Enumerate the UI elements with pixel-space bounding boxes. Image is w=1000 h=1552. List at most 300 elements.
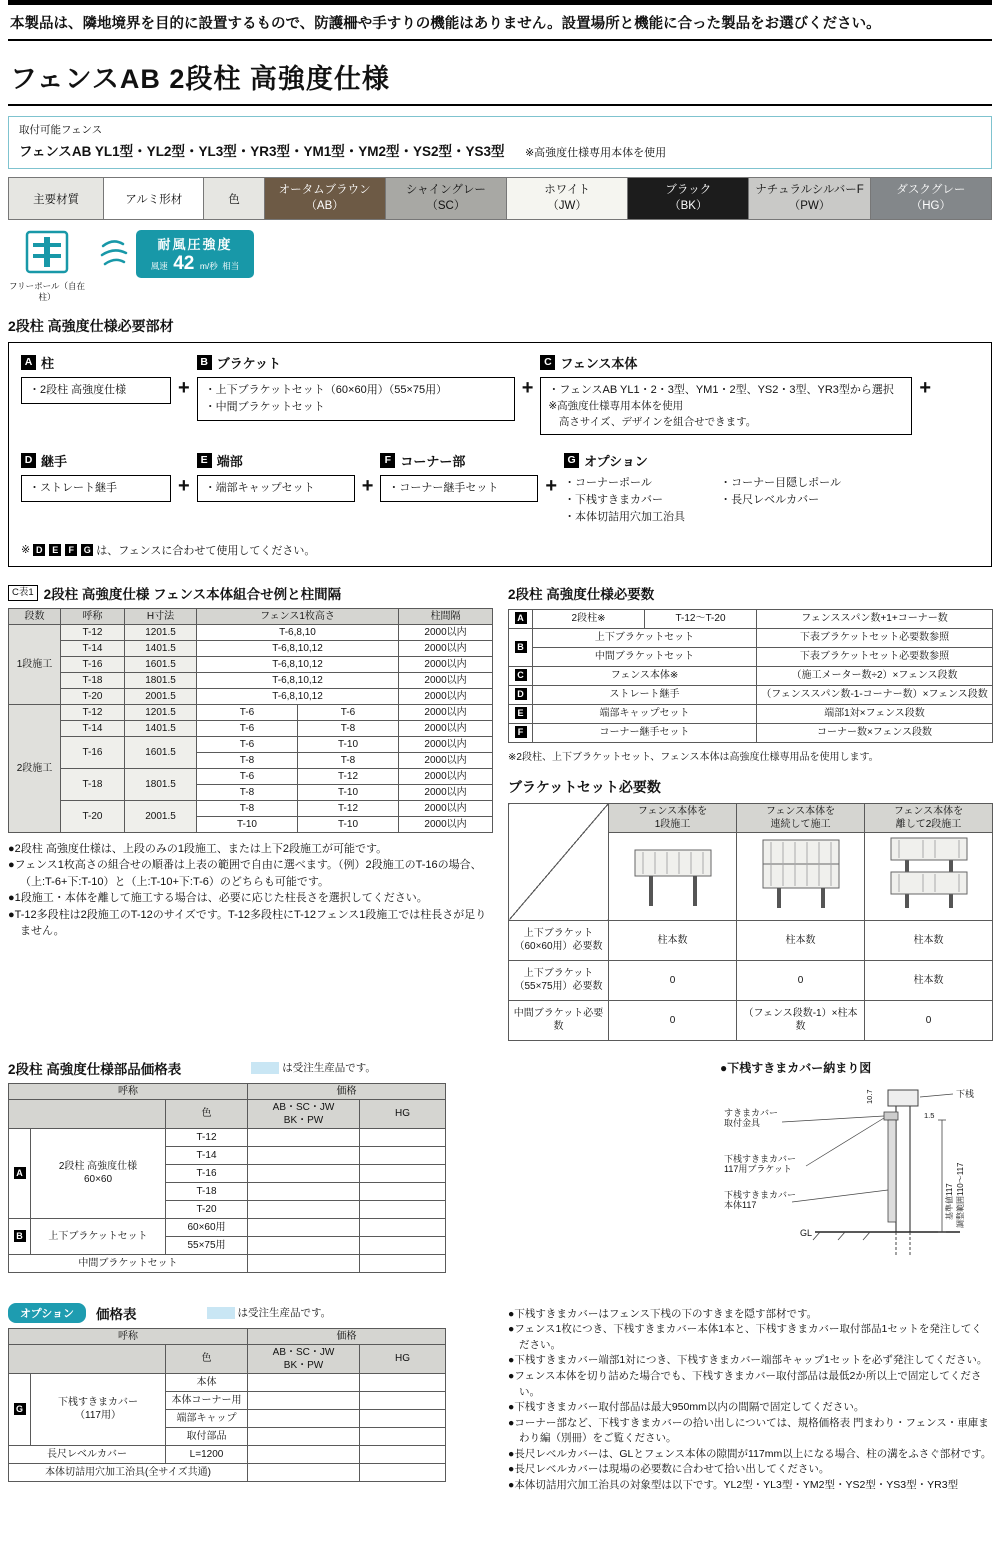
cell: 2段柱※ (533, 609, 645, 628)
part-item: ・フェンスAB YL1・2・3型、YM1・2型、YS2・3型、YR3型から選択 (548, 384, 894, 397)
part-item: ・上下ブラケットセット（60×60用）（55×75用） (204, 384, 448, 397)
plus-sign: + (521, 377, 534, 400)
table-row (9, 736, 493, 752)
header-row (9, 1328, 446, 1344)
table-row (509, 685, 993, 704)
note-item: ●長尺レベルカバーは現場の必要数に合わせて拾い出してください。 (508, 1463, 830, 1476)
req-footnote: ※2段柱、上下ブラケットセット、フェンス本体は高強度仕様専用品を使用します。 (508, 751, 879, 763)
cell: T-6 (298, 704, 399, 720)
col-label: フェンス本体を (765, 805, 836, 817)
right-column (508, 583, 992, 1493)
made-to-order-legend (251, 1060, 376, 1075)
product-name (31, 1373, 166, 1445)
cell: T-6 (197, 768, 298, 784)
table1-title: 2段柱 高強度仕様 フェンス本体組合せ例と柱間隔 (43, 586, 342, 602)
price-cell (360, 1146, 446, 1164)
table-row (9, 656, 493, 672)
cell: 柱本数 (865, 960, 993, 1000)
header-cell: 段数 (9, 608, 61, 624)
part-title: フェンス本体 (560, 356, 638, 372)
letter-badge-g: G (81, 544, 93, 556)
header-cell (9, 1099, 166, 1128)
part-title: コーナー部 (400, 453, 466, 469)
color-name: シャイングレー (405, 183, 486, 196)
cell: T-6,8,10,12 (197, 672, 399, 688)
price-cell (248, 1236, 360, 1254)
cell: 柱本数 (737, 920, 865, 960)
note-item: ●フェンス1枚につき、下桟すきまカバー本体1本と、下桟すきまカバー取付部品1セットを発注してください。 (508, 1323, 982, 1351)
letter-badge-b: B (14, 1230, 26, 1242)
header-cell: 価格 (248, 1083, 446, 1099)
cell: 2000以内 (399, 704, 493, 720)
table-row (9, 178, 992, 220)
letter-badge-a: A (21, 355, 36, 370)
header-cell: H寸法 (125, 608, 197, 624)
table-row (9, 1254, 446, 1272)
material-value: アルミ形材 (104, 178, 204, 220)
price-table-main (8, 1083, 446, 1273)
color-label: 色 (204, 178, 264, 220)
letter-badge-g: G (564, 453, 579, 468)
rail-label: 下桟 (956, 1088, 975, 1099)
price-cell (248, 1409, 360, 1427)
parts-row-1 (21, 353, 979, 434)
header-cell: 呼称 (9, 1083, 248, 1099)
table-row (509, 723, 993, 742)
table-row (9, 768, 493, 784)
price2-title: 価格表 (96, 1306, 137, 1322)
page-title: フェンスAB 2段柱 高強度仕様 (10, 64, 390, 94)
cell: T-20 (61, 688, 125, 704)
cell: 2000以内 (399, 736, 493, 752)
cell: T-12 (61, 624, 125, 640)
table-row (9, 1373, 446, 1391)
part-group-b (197, 353, 515, 421)
letter-cell (509, 704, 533, 723)
note-item: ●T-12多段柱は2段施工のT-12のサイズです。T-12多段柱にT-12フェンス1段施工では柱長さが足りません。 (8, 908, 487, 938)
wind-suffix: 相当 (222, 261, 240, 271)
header-cell (737, 803, 865, 832)
note-item: ●本体切詰用穴加工治具の対象型は以下です。YL2型・YL3型・YM2型・YS2型・YS3型・YR3型 (508, 1478, 959, 1491)
price-cell (360, 1391, 446, 1409)
cell: 1201.5 (125, 704, 197, 720)
note-item: ●フェンス本体を切り詰めた場合でも、下桟すきまカバー取付部品は最低2か所以上で固定してください。 (508, 1370, 982, 1398)
part-group-d (21, 451, 171, 502)
cell: T-6 (197, 736, 298, 752)
part-item: ・2段柱 高強度仕様 (29, 384, 127, 397)
notice-bar: 本製品は、隣地境界を目的に設置するもので、防護柵や手すりの機能はありません。設置場所と機能に合った製品をお選びください。 (8, 0, 992, 41)
legend-swatch (207, 1307, 235, 1319)
cover-detail-diagram (720, 1080, 992, 1280)
cell: 2000以内 (399, 752, 493, 768)
header-row (9, 1083, 446, 1099)
price-cell (360, 1254, 446, 1272)
header-cell: HG (360, 1344, 446, 1373)
part-item: ・端部キャップセット (204, 481, 315, 494)
freepole-label: フリーポール（自在柱） (9, 281, 85, 302)
price1-heading (8, 1058, 492, 1078)
part-title: 継手 (41, 453, 68, 469)
cell: 上下ブラケットセット (533, 628, 757, 647)
group-label: 2段施工 (9, 704, 61, 832)
plus-sign: + (361, 474, 374, 497)
cell: 2000以内 (399, 688, 493, 704)
header-cell (248, 1344, 360, 1373)
letter-badge-e: E (197, 453, 212, 468)
cell: T-6,8,10 (197, 624, 399, 640)
note-item: ●2段柱 高強度仕様は、上段のみの1段施工、または上下2段施工が可能です。 (8, 842, 388, 855)
bracket-label: 117用ブラケット (724, 1163, 792, 1174)
header-cell: HG (360, 1099, 446, 1128)
size-cell: T-20 (166, 1200, 248, 1218)
made-to-order-legend (207, 1305, 332, 1320)
cell: T-8 (298, 720, 399, 736)
cell: 2000以内 (399, 640, 493, 656)
price-cell (360, 1236, 446, 1254)
table-row (9, 800, 493, 816)
color-code: （PW） (788, 199, 831, 212)
cell: 2000以内 (399, 672, 493, 688)
price-cell (248, 1427, 360, 1445)
size-cell: 60×60用 (166, 1218, 248, 1236)
cell: T-6 (197, 704, 298, 720)
legend-text: は受注生産品です。 (282, 1062, 376, 1075)
product-name: 中間ブラケットセット (9, 1254, 248, 1272)
part-group-e (197, 451, 355, 502)
fitting-label: 取付金具 (724, 1117, 761, 1128)
part-group-a (21, 353, 171, 404)
cell (609, 832, 737, 920)
color-swatch-pw (749, 178, 870, 220)
table-row (9, 624, 493, 640)
cell: T-12 (298, 768, 399, 784)
cell: T-8 (197, 752, 298, 768)
compat-label: 取付可能フェンス (19, 124, 103, 136)
cell: （フェンス段数-1）×柱本数 (737, 1000, 865, 1040)
note-item: ●長尺レベルカバーは、GLとフェンス本体の隙間が117mm以上になる場合、柱の溝をふさぐ部材です。 (508, 1447, 992, 1460)
bracket-quantity-table (508, 803, 993, 1041)
price-cell (248, 1373, 360, 1391)
cell: T-18 (61, 672, 125, 688)
letter-cell (509, 628, 533, 666)
fence-diagram-single (621, 834, 725, 914)
color-name: ブラック (665, 183, 712, 196)
parts-footnote (21, 542, 979, 558)
color-code: （SC） (426, 199, 466, 212)
wind-resistance-badge (100, 230, 254, 278)
letter-cell (509, 685, 533, 704)
product-name: 上下ブラケットセット (31, 1218, 166, 1254)
part-item: ・下桟すきまカバー (564, 493, 664, 506)
price-col-label: BK・PW (283, 1359, 324, 1371)
header-cell: 価格 (248, 1328, 446, 1344)
color-name: ナチュラルシルバーF (755, 183, 864, 196)
group-label: 1段施工 (9, 624, 61, 704)
table-row (509, 647, 993, 666)
color-name: オータムブラウン (278, 183, 371, 196)
price-cell (360, 1463, 446, 1481)
header-cell: 色 (166, 1099, 248, 1128)
wind-icon (100, 234, 130, 274)
price-cell (248, 1463, 360, 1481)
note-item: ●1段施工・本体を離して施工する場合は、必要に応じた柱長さを選択してください。 (8, 892, 428, 905)
cell: T-10 (197, 816, 298, 832)
legend-text: は受注生産品です。 (237, 1307, 332, 1320)
header-row (9, 1099, 446, 1128)
table-row (509, 960, 993, 1000)
header-row (509, 803, 993, 832)
cell: 1601.5 (125, 656, 197, 672)
material-color-table (8, 177, 992, 220)
part-item: ・中間ブラケットセット (204, 401, 325, 414)
cell: コーナー継手セット (533, 723, 757, 742)
cell: 1801.5 (125, 768, 197, 800)
feature-badges (8, 230, 992, 302)
compatible-fences-box (8, 116, 992, 169)
footnote-prefix: ※ (21, 544, 31, 557)
cell: T-18 (61, 768, 125, 800)
letter-badge-e: E (49, 544, 61, 556)
table-row (9, 1445, 446, 1463)
header-cell (248, 1099, 360, 1128)
option-items (564, 475, 856, 526)
option-badge: オプション (8, 1303, 86, 1323)
header-cell (609, 803, 737, 832)
cell: 中間ブラケットセット (533, 647, 757, 666)
part-group-g (564, 451, 856, 526)
cell: T-8 (197, 784, 298, 800)
price-cell (360, 1200, 446, 1218)
cell: 2001.5 (125, 688, 197, 704)
material-label: 主要材質 (9, 178, 104, 220)
size-cell: L=1200 (166, 1445, 248, 1463)
letter-badge-g: G (14, 1403, 26, 1415)
price-cell (360, 1427, 446, 1445)
main-columns (8, 583, 992, 1493)
color-swatch-hg (870, 178, 991, 220)
cell: 2000以内 (399, 784, 493, 800)
compat-note: ※高強度仕様専用本体を使用 (524, 147, 667, 159)
cell: 0 (609, 1000, 737, 1040)
cell: 2001.5 (125, 800, 197, 832)
table-row (509, 704, 993, 723)
cell: 0 (865, 1000, 993, 1040)
note-item: ●下桟すきまカバー取付部品は最大950mm以内の間隔で固定してください。 (508, 1401, 865, 1414)
price-cell (248, 1164, 360, 1182)
color-code: （AB） (305, 199, 344, 212)
cell: 下表ブラケットセット必要数参照 (757, 628, 993, 647)
price-cell (248, 1391, 360, 1409)
combination-table (8, 608, 493, 833)
letter-badge-f: F (380, 453, 395, 468)
cell: 0 (737, 960, 865, 1000)
size-cell: 取付部品 (166, 1427, 248, 1445)
product-name (31, 1128, 166, 1218)
color-code: （JW） (547, 199, 587, 212)
wind-prefix: 風速 (150, 261, 168, 271)
header-cell: フェンス1枚高さ (197, 608, 399, 624)
cell: 2000以内 (399, 624, 493, 640)
cell: T-16 (61, 656, 125, 672)
row-label: 上下ブラケット（60×60用）必要数 (509, 920, 609, 960)
price-cell (248, 1146, 360, 1164)
price-col-label: BK・PW (283, 1114, 324, 1126)
letter-badge-c: C (540, 355, 555, 370)
letter-badge-e: E (515, 707, 527, 719)
product-name: 本体切詰用穴加工治具(全サイズ共通) (9, 1463, 248, 1481)
table-row (509, 1000, 993, 1040)
fence-diagram-continuous (749, 834, 853, 914)
plus-sign: + (919, 377, 932, 400)
cell (865, 832, 993, 920)
cell: 下表ブラケットセット必要数参照 (757, 647, 993, 666)
price-cell (360, 1445, 446, 1463)
table-row (9, 672, 493, 688)
letter-cell (509, 666, 533, 685)
freepole-icon (25, 230, 69, 274)
cell: 2000以内 (399, 656, 493, 672)
table-row (9, 1463, 446, 1481)
required-parts-box (8, 342, 992, 567)
body-label: 下桟すきまカバー (724, 1189, 797, 1200)
bracket-label: 下桟すきまカバー (724, 1153, 797, 1164)
price-cell (360, 1373, 446, 1391)
cell (737, 832, 865, 920)
size-cell: 本体コーナー用 (166, 1391, 248, 1409)
wind-value: 42 (173, 253, 195, 274)
header-cell: 柱間隔 (399, 608, 493, 624)
name-line: 2段柱 高強度仕様 (58, 1161, 138, 1173)
letter-badge-b: B (515, 641, 527, 653)
table-row (9, 640, 493, 656)
cell: T-6 (197, 720, 298, 736)
cell: T-12〜T-20 (645, 609, 757, 628)
table-row (9, 704, 493, 720)
req-heading: 2段柱 高強度仕様必要数 (508, 586, 655, 602)
cell: ストレート継手 (533, 685, 757, 704)
cell: T-8 (197, 800, 298, 816)
price-cell (360, 1409, 446, 1427)
header-cell (9, 1344, 166, 1373)
wind-title: 耐風圧強度 (157, 237, 233, 252)
color-swatch-jw (506, 178, 627, 220)
size-cell: 55×75用 (166, 1236, 248, 1254)
size-cell: 端部キャップ (166, 1409, 248, 1427)
table1-tag: C表1 (8, 585, 38, 601)
letter-cell (509, 609, 533, 628)
price-cell (360, 1182, 446, 1200)
note-item: ●下桟すきまカバーはフェンス下桟の下のすきまを隠す部材です。 (508, 1307, 818, 1320)
price-cell (248, 1218, 360, 1236)
price1-title: 2段柱 高強度仕様部品価格表 (8, 1061, 182, 1077)
table-row (509, 628, 993, 647)
letter-badge-d: D (21, 453, 36, 468)
price-cell (248, 1182, 360, 1200)
wind-value-line (142, 254, 248, 273)
cell: T-14 (61, 640, 125, 656)
price-cell (248, 1254, 360, 1272)
note-item: ●下桟すきまカバー端部1対につき、下桟すきまカバー端部キャップ1セットを必ず発注してください。 (508, 1354, 988, 1367)
cell: 0 (609, 960, 737, 1000)
plus-sign: + (545, 474, 558, 497)
part-item: ・コーナー目隠しポール (720, 476, 841, 489)
wind-unit: m/秒 (199, 261, 218, 271)
plus-sign: + (178, 377, 190, 400)
part-group-c (540, 353, 912, 434)
header-cell: 呼称 (61, 608, 125, 624)
color-code: （HG） (910, 199, 951, 212)
cell: 1401.5 (125, 720, 197, 736)
cell: 2000以内 (399, 768, 493, 784)
legend-swatch (251, 1062, 279, 1074)
part-item: ・コーナーポール (564, 476, 652, 489)
part-title: 柱 (41, 356, 55, 372)
dim-1-5: 1.5 (924, 1110, 935, 1120)
diagonal-cell (509, 803, 609, 920)
table-row (9, 1128, 446, 1146)
cell: 柱本数 (865, 920, 993, 960)
cell: フェンス本体※ (533, 666, 757, 685)
price-col-label: AB・SC・JW (272, 1346, 335, 1358)
dim-10-7: 10.7 (865, 1089, 874, 1104)
cell: 2000以内 (399, 800, 493, 816)
letter-badge-f: F (65, 544, 77, 556)
header-row (9, 1344, 446, 1373)
col-label: フェンス本体を (637, 805, 708, 817)
cell: （フェンススパン数-1-コーナー数）×フェンス段数 (757, 685, 993, 704)
col-label: 連続して施工 (770, 818, 831, 830)
letter-cell (9, 1128, 31, 1218)
size-cell: T-12 (166, 1128, 248, 1146)
color-name: ホワイト (544, 183, 590, 196)
compat-line (19, 140, 981, 161)
cell: T-10 (298, 816, 399, 832)
part-item: ・ストレート継手 (29, 481, 117, 494)
header-cell (865, 803, 993, 832)
price-cell (360, 1164, 446, 1182)
name-line: 下桟すきまカバー (58, 1397, 138, 1409)
part-title: ブラケット (216, 356, 282, 372)
note-item: ●フェンス1枚高さの組合せの順番は上表の範囲で自由に選べます。（例）2段施工のT-16の場合、（上:T-6+下:T-10）と（上:T-10+下:T-6）のどちらも可能です。 (8, 859, 482, 888)
cell: T-12 (61, 704, 125, 720)
name-line: 60×60 (83, 1174, 113, 1186)
wind-badge-box (136, 230, 254, 278)
cell: 2000以内 (399, 720, 493, 736)
size-cell: T-16 (166, 1164, 248, 1182)
part-group-f (380, 451, 538, 502)
notes-list (8, 841, 492, 940)
letter-badge-d: D (515, 688, 527, 700)
part-title: 端部 (216, 453, 243, 469)
bracket-heading: ブラケットセット必要数 (508, 778, 661, 795)
cell: T-14 (61, 720, 125, 736)
price-cell (248, 1128, 360, 1146)
cell: フェンススパン数+1+コーナー数 (757, 609, 993, 628)
part-item: ・コーナー継手セット (388, 481, 499, 494)
col-label: フェンス本体を (893, 805, 964, 817)
price2-heading (8, 1303, 492, 1323)
cell: （施工メーター数÷2）×フェンス段数 (757, 666, 993, 685)
cell: T-20 (61, 800, 125, 832)
gl-label: GL (799, 1227, 812, 1238)
table-row (9, 688, 493, 704)
size-cell: 本体 (166, 1373, 248, 1391)
figure-heading: ●下桟すきまカバー納まり図 (720, 1060, 872, 1075)
footnote-text: は、フェンスに合わせて使用してください。 (96, 544, 316, 557)
cell: 2000以内 (399, 816, 493, 832)
cover-detail-figure (720, 1059, 992, 1285)
plus-sign: + (178, 474, 190, 497)
